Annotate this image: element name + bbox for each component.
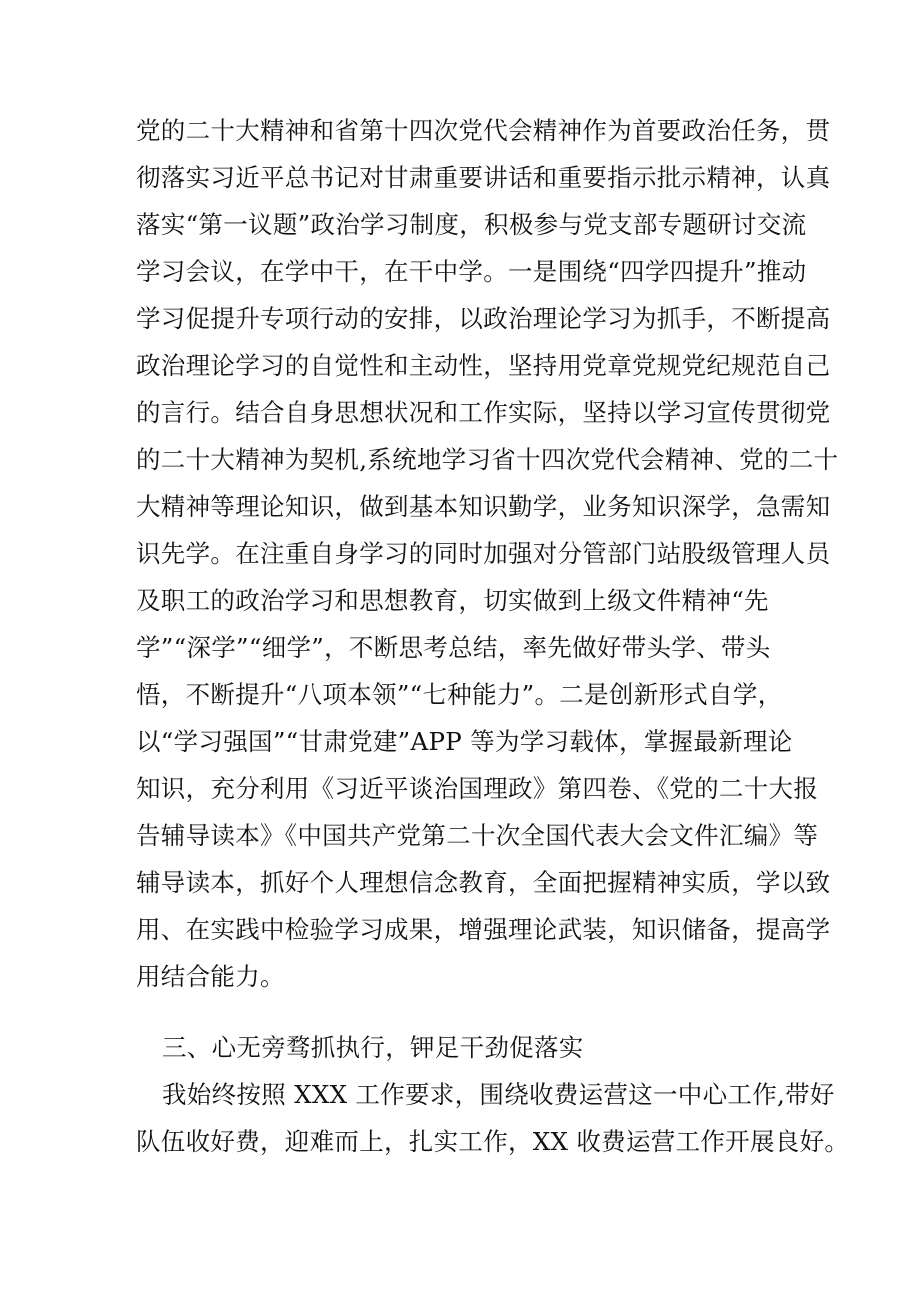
section-heading: 三、心无旁骛抓执行，钾足干劲促落实 xyxy=(162,1033,584,1062)
body-text-line: 学习促提升专项行动的安排，以政治理论学习为抓手，不断提高 xyxy=(136,304,831,333)
body-text-line: 学”“深学”“细学”，不断思考总结，率先做好带头学、带头 xyxy=(136,633,771,662)
body-text-line: 用、在实践中检验学习成果，增强理论武装，知识储备，提高学 xyxy=(136,915,831,944)
body-text-line: 党的二十大精神和省第十四次党代会精神作为首要政治任务，贯 xyxy=(136,116,831,145)
body-text-line: 告辅导读本》《中国共产党第二十次全国代表大会文件汇编》等 xyxy=(136,821,819,850)
body-text-line: 及职工的政治学习和思想教育，切实做到上级文件精神“先 xyxy=(136,586,769,615)
body-text-line: 队伍收好费，迎难而上，扎实工作，XX 收费运营工作开展良好。 xyxy=(136,1127,850,1156)
body-text-line: 以“学习强国”“甘肃党建”APP 等为学习载体，掌握最新理论 xyxy=(136,727,793,756)
body-text-line: 彻落实习近平总书记对甘肃重要讲话和重要指示批示精神，认真 xyxy=(136,163,831,192)
body-text-line: 悟，不断提升“八项本领”“七种能力”。二是创新形式自学， xyxy=(136,680,783,709)
body-text-line: 学习会议，在学中干，在干中学。一是围绕“四学四提升”推动 xyxy=(136,257,807,286)
body-text-line: 知识，充分利用《习近平谈治国理政》第四卷、《党的二十大报 xyxy=(136,774,819,803)
body-text-line: 的言行。结合自身思想状况和工作实际，坚持以学习宣传贯彻党 xyxy=(136,398,831,427)
body-text-line: 大精神等理论知识，做到基本知识勤学，业务知识深学，急需知 xyxy=(136,492,831,521)
body-text-line: 政治理论学习的自觉性和主动性，坚持用党章党规党纪规范自己 xyxy=(136,351,831,380)
body-text-line: 的二十大精神为契机,系统地学习省十四次党代会精神、党的二十 xyxy=(136,445,839,474)
body-text-line: 识先学。在注重自身学习的同时加强对分管部门站股级管理人员 xyxy=(136,539,831,568)
body-text-line: 用结合能力。 xyxy=(136,962,285,991)
body-text-line: 落实“第一议题”政治学习制度，积极参与党支部专题研讨交流 xyxy=(136,210,807,239)
body-text-line: 我始终按照 XXX 工作要求，围绕收费运营这一中心工作,带好 xyxy=(162,1080,835,1109)
body-text-line: 辅导读本，抓好个人理想信念教育，全面把握精神实质，学以致 xyxy=(136,868,831,897)
